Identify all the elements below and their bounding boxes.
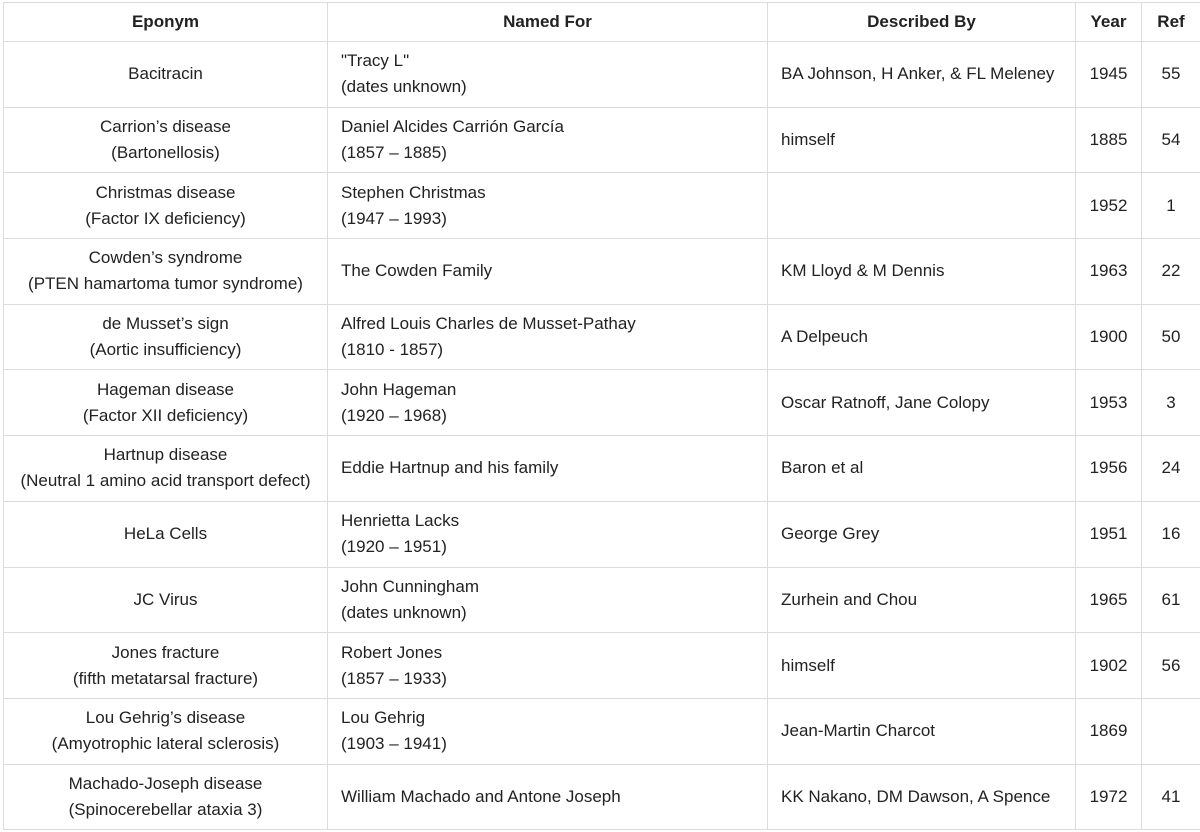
cell-year-text: 1956 [1089, 458, 1128, 478]
cell-named-for-subtext: (1857 – 1885) [341, 143, 447, 163]
cell-ref-text: 41 [1161, 786, 1181, 806]
cell-ref [1142, 304, 1200, 370]
cell-described-by-text: BA Johnson, H Anker, & FL Meleney [781, 64, 1055, 84]
cell-described-by-text: himself [781, 655, 835, 675]
cell-eponym-subtext: (Amyotrophic lateral sclerosis) [51, 734, 280, 754]
cell-described-by [768, 567, 1076, 633]
cell-ref-text: 16 [1161, 524, 1181, 544]
cell-eponym-text: HeLa Cells [123, 524, 208, 544]
cell-named-for-text: Stephen Christmas [341, 182, 486, 202]
cell-year [1076, 370, 1142, 436]
cell-named-for-text: Eddie Hartnup and his family [341, 458, 559, 478]
cell-eponym-subtext: (fifth metatarsal fracture) [72, 668, 259, 688]
table-row [4, 567, 1200, 633]
table-row [4, 764, 1200, 830]
cell-described-by-text: A Delpeuch [781, 327, 868, 347]
cell-named-for-text: John Cunningham [341, 576, 479, 596]
cell-ref-text: 54 [1161, 130, 1181, 150]
cell-described-by [768, 698, 1076, 764]
cell-named-for-subtext: (dates unknown) [341, 602, 467, 622]
cell-year-text: 1885 [1089, 130, 1128, 150]
cell-year [1076, 304, 1142, 370]
cell-eponym [4, 370, 328, 436]
cell-year-text: 1963 [1089, 261, 1128, 281]
cell-described-by-text: KM Lloyd & M Dennis [781, 261, 945, 281]
table-row [4, 370, 1200, 436]
table-row [4, 304, 1200, 370]
cell-ref [1142, 239, 1200, 305]
cell-described-by-text: KK Nakano, DM Dawson, A Spence [781, 786, 1051, 806]
cell-described-by [768, 501, 1076, 567]
cell-year [1076, 436, 1142, 502]
cell-named-for [328, 633, 768, 699]
table-header [4, 3, 1200, 42]
cell-described-by-text: Jean-Martin Charcot [781, 721, 936, 741]
cell-described-by [768, 436, 1076, 502]
cell-named-for-text: Daniel Alcides Carrión García [341, 117, 564, 137]
cell-named-for-text: Alfred Louis Charles de Musset-Pathay [341, 314, 636, 334]
cell-year [1076, 239, 1142, 305]
cell-year-text: 1953 [1089, 392, 1128, 412]
cell-described-by-text: Baron et al [781, 458, 864, 478]
cell-year-text: 1900 [1089, 327, 1128, 347]
cell-named-for-subtext: (1903 – 1941) [341, 734, 447, 754]
cell-ref [1142, 107, 1200, 173]
eponym-table [3, 2, 1200, 830]
header-ref: Ref [1142, 3, 1200, 42]
header-year: Year [1076, 3, 1142, 42]
cell-year-text: 1945 [1089, 64, 1128, 84]
cell-named-for-text: John Hageman [341, 379, 457, 399]
cell-named-for [328, 370, 768, 436]
header-named-for: Named For [328, 3, 768, 42]
cell-eponym [4, 567, 328, 633]
cell-described-by-text: himself [781, 130, 835, 150]
header-described-by: Described By [768, 3, 1076, 42]
cell-named-for-subtext: (1947 – 1993) [341, 208, 447, 228]
cell-named-for [328, 764, 768, 830]
cell-eponym-text: Carrion’s disease [99, 117, 232, 137]
cell-eponym-text: JC Virus [133, 589, 198, 609]
cell-eponym-text: Jones fracture [111, 642, 220, 662]
cell-eponym [4, 304, 328, 370]
cell-described-by [768, 370, 1076, 436]
cell-ref [1142, 370, 1200, 436]
cell-year [1076, 173, 1142, 239]
cell-eponym-subtext: (Factor XII deficiency) [82, 405, 249, 425]
cell-eponym [4, 698, 328, 764]
cell-named-for [328, 698, 768, 764]
cell-named-for [328, 567, 768, 633]
cell-ref-text: 50 [1161, 327, 1181, 347]
cell-year-text: 1952 [1089, 195, 1128, 215]
cell-described-by [768, 42, 1076, 108]
cell-eponym [4, 42, 328, 108]
cell-eponym-text: Machado-Joseph disease [68, 773, 263, 793]
cell-named-for-subtext: (1920 – 1951) [341, 537, 447, 557]
cell-ref-text: 55 [1161, 64, 1181, 84]
cell-year [1076, 42, 1142, 108]
cell-described-by [768, 173, 1076, 239]
cell-named-for-text: William Machado and Antone Joseph [341, 786, 621, 806]
cell-eponym-text: Hartnup disease [103, 445, 228, 465]
table-row [4, 173, 1200, 239]
cell-eponym-text: Cowden’s syndrome [88, 248, 243, 268]
cell-named-for [328, 42, 768, 108]
cell-year [1076, 567, 1142, 633]
cell-year [1076, 501, 1142, 567]
cell-eponym [4, 436, 328, 502]
table-row [4, 501, 1200, 567]
cell-ref [1142, 567, 1200, 633]
cell-year [1076, 764, 1142, 830]
cell-named-for [328, 173, 768, 239]
cell-named-for-text: Lou Gehrig [341, 708, 426, 728]
cell-ref [1142, 633, 1200, 699]
cell-named-for-subtext: (dates unknown) [341, 77, 467, 97]
cell-described-by [768, 764, 1076, 830]
cell-named-for-subtext: (1920 – 1968) [341, 405, 447, 425]
cell-eponym [4, 107, 328, 173]
cell-eponym-subtext: (Bartonellosis) [111, 143, 220, 163]
cell-eponym-text: Christmas disease [95, 182, 236, 202]
cell-year-text: 1965 [1089, 589, 1128, 609]
cell-eponym [4, 501, 328, 567]
cell-described-by-text: Oscar Ratnoff, Jane Colopy [781, 392, 990, 412]
cell-eponym-subtext: (Factor IX deficiency) [85, 208, 246, 228]
cell-eponym-text: de Musset’s sign [102, 314, 229, 334]
cell-ref-text: 61 [1161, 589, 1181, 609]
table-row [4, 42, 1200, 108]
table-row [4, 239, 1200, 305]
cell-year-text: 1951 [1089, 524, 1128, 544]
table-row [4, 633, 1200, 699]
table-body [4, 42, 1200, 830]
cell-ref [1142, 42, 1200, 108]
cell-described-by [768, 633, 1076, 699]
cell-eponym-subtext: (Aortic insufficiency) [89, 340, 242, 360]
cell-described-by-text: George Grey [781, 524, 880, 544]
cell-described-by [768, 107, 1076, 173]
cell-eponym [4, 173, 328, 239]
cell-year-text: 1972 [1089, 786, 1128, 806]
cell-ref-text: 56 [1161, 655, 1181, 675]
cell-eponym [4, 239, 328, 305]
cell-year [1076, 633, 1142, 699]
cell-named-for [328, 107, 768, 173]
cell-named-for [328, 501, 768, 567]
cell-year-text: 1902 [1089, 655, 1128, 675]
cell-ref [1142, 698, 1200, 764]
cell-eponym [4, 764, 328, 830]
cell-named-for-subtext: (1857 – 1933) [341, 668, 447, 688]
cell-eponym-text: Hageman disease [96, 379, 235, 399]
cell-eponym-subtext: (Neutral 1 amino acid transport defect) [20, 471, 311, 491]
cell-named-for-subtext: (1810 - 1857) [341, 340, 444, 360]
cell-named-for [328, 304, 768, 370]
cell-described-by [768, 304, 1076, 370]
cell-ref-text: 1 [1166, 195, 1176, 215]
cell-eponym-text: Lou Gehrig’s disease [85, 708, 246, 728]
cell-named-for-text: Robert Jones [341, 642, 443, 662]
cell-eponym-text: Bacitracin [128, 64, 203, 84]
cell-ref [1142, 173, 1200, 239]
cell-ref-text: 22 [1161, 261, 1181, 281]
cell-ref-text: 3 [1166, 392, 1176, 412]
cell-ref [1142, 501, 1200, 567]
cell-eponym-subtext: (PTEN hamartoma tumor syndrome) [28, 274, 303, 294]
cell-named-for [328, 436, 768, 502]
cell-described-by-text: Zurhein and Chou [781, 589, 918, 609]
table-row [4, 107, 1200, 173]
cell-named-for-text: The Cowden Family [341, 261, 493, 281]
table-row [4, 436, 1200, 502]
cell-named-for [328, 239, 768, 305]
cell-eponym [4, 633, 328, 699]
cell-described-by [768, 239, 1076, 305]
cell-ref-text: 24 [1161, 458, 1181, 478]
cell-year [1076, 698, 1142, 764]
cell-ref [1142, 764, 1200, 830]
cell-named-for-text: "Tracy L" [341, 51, 410, 71]
cell-eponym-subtext: (Spinocerebellar ataxia 3) [68, 799, 263, 819]
cell-year-text: 1869 [1089, 721, 1128, 741]
cell-year [1076, 107, 1142, 173]
cell-ref [1142, 436, 1200, 502]
header-row [4, 3, 1200, 42]
table-row [4, 698, 1200, 764]
header-eponym: Eponym [4, 3, 328, 42]
cell-named-for-text: Henrietta Lacks [341, 511, 460, 531]
